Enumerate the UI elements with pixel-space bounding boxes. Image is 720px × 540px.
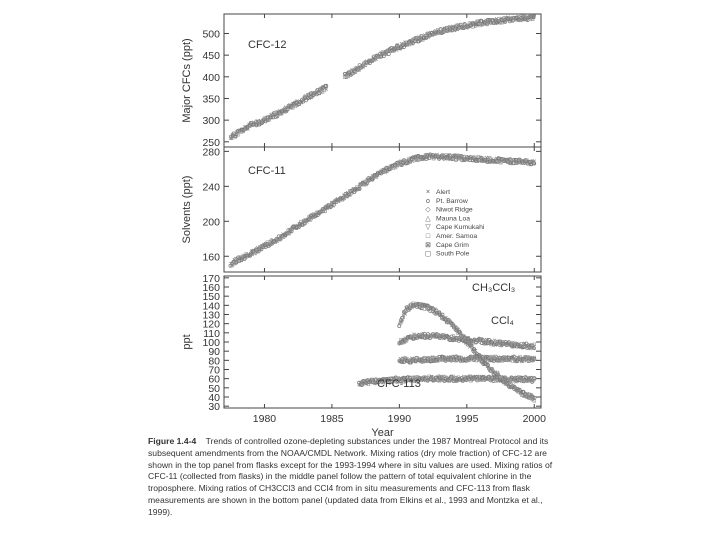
y-tick-label: 280 [202,146,220,159]
legend-marker: ▢ [424,250,432,258]
y-tick-label: 60 [208,373,220,386]
y-tick-label: 50 [208,382,220,395]
series-label-ccl4: CCl₄ [491,315,514,327]
series-label: CFC-12 [248,39,287,51]
legend-entry: Amer. Samoa [436,233,478,240]
caption-text: Trends of controlled ozone-depleting substances under the 1987 Montreal Protocol and its subsequent amendments from the NOAA/CMDL Network. Mixing ratios (dry mole fraction) of CFC-12 are shown in the top panel from flasks except for the 1993-1994 where in situ values are used. Mixing ratios of CFC-11 (collected from flasks) in the middle panel follow the pattern of total equivalent chlorine in the troposphere. Mixing ratios of CH3CCl3 and CCl4 from in situ measurements and CFC-113 from flask measurements are shown in the bottom panel (updated data from Elkins et al., 1993 and Montzka et al., 1999). [148,436,553,517]
legend-entry: Niwot Ridge [436,206,473,214]
y-tick-label: 100 [202,337,220,349]
x-tick-label: 1995 [455,413,479,425]
series-ccl4 [398,332,536,350]
y-tick-label: 240 [202,181,220,194]
y-tick-label: 70 [208,364,220,377]
x-tick-label: 1990 [387,413,412,425]
series-label-cfc113: CFC-113 [377,378,421,390]
y-axis-label: Solvents (ppt) [181,175,193,244]
legend-marker: o [426,197,430,205]
caption-label: Figure 1.4-4 [148,436,197,446]
y-tick-label: 140 [202,300,220,313]
y-tick-label: 250 [202,136,220,149]
y-tick-label: 450 [202,50,220,63]
legend-entry: Mauna Loa [436,215,471,223]
legend [425,189,485,258]
series-label: CFC-11 [248,165,286,177]
panel-bottom [181,273,546,439]
y-tick-label: 160 [202,282,220,294]
y-tick-label: 130 [202,309,220,322]
series-label-ch3ccl3: CH₃CCl₃ [472,282,516,294]
y-tick-label: 40 [208,392,220,404]
y-tick-label: 110 [203,327,220,340]
y-tick-label: 350 [202,93,220,106]
legend-entry: Cape Grim [436,241,469,249]
legend-entry: Cape Kumukahi [436,224,485,232]
legend-marker: × [425,189,431,196]
x-tick-label: 1980 [252,413,277,425]
panel-frame [224,14,541,147]
y-axis-label: Major CFCs (ppt) [181,38,193,123]
legend-entry: Pt. Barrow [436,197,468,205]
legend-marker: □ [425,233,431,240]
y-tick-label: 150 [202,291,220,304]
x-tick-label: 1985 [320,413,344,425]
legend-entry: Alert [436,189,450,196]
y-tick-label: 300 [202,115,220,128]
legend-marker: ▽ [425,224,431,232]
legend-entry: South Pole [436,250,470,258]
x-tick-label: 2000 [522,413,546,425]
y-tick-label: 400 [202,71,220,84]
y-tick-label: 90 [208,346,220,359]
y-axis-label: ppt [181,334,193,350]
figure-caption [148,436,568,519]
x-axis-label: Year [371,427,394,439]
legend-marker: ◇ [425,206,431,214]
y-tick-label: 160 [202,251,220,264]
y-tick-label: 500 [202,28,220,41]
series-cfc-12 [229,14,536,140]
legend-marker: △ [425,215,431,223]
y-tick-label: 170 [202,272,220,285]
y-tick-label: 200 [202,216,220,229]
panel-middle [181,146,541,272]
legend-marker: ⊠ [425,241,431,249]
series-cfc-113-upper- [398,355,536,365]
y-tick-label: 80 [208,355,220,368]
y-tick-label: 30 [208,401,220,414]
panel-top [181,14,541,149]
y-tick-label: 120 [202,318,220,331]
